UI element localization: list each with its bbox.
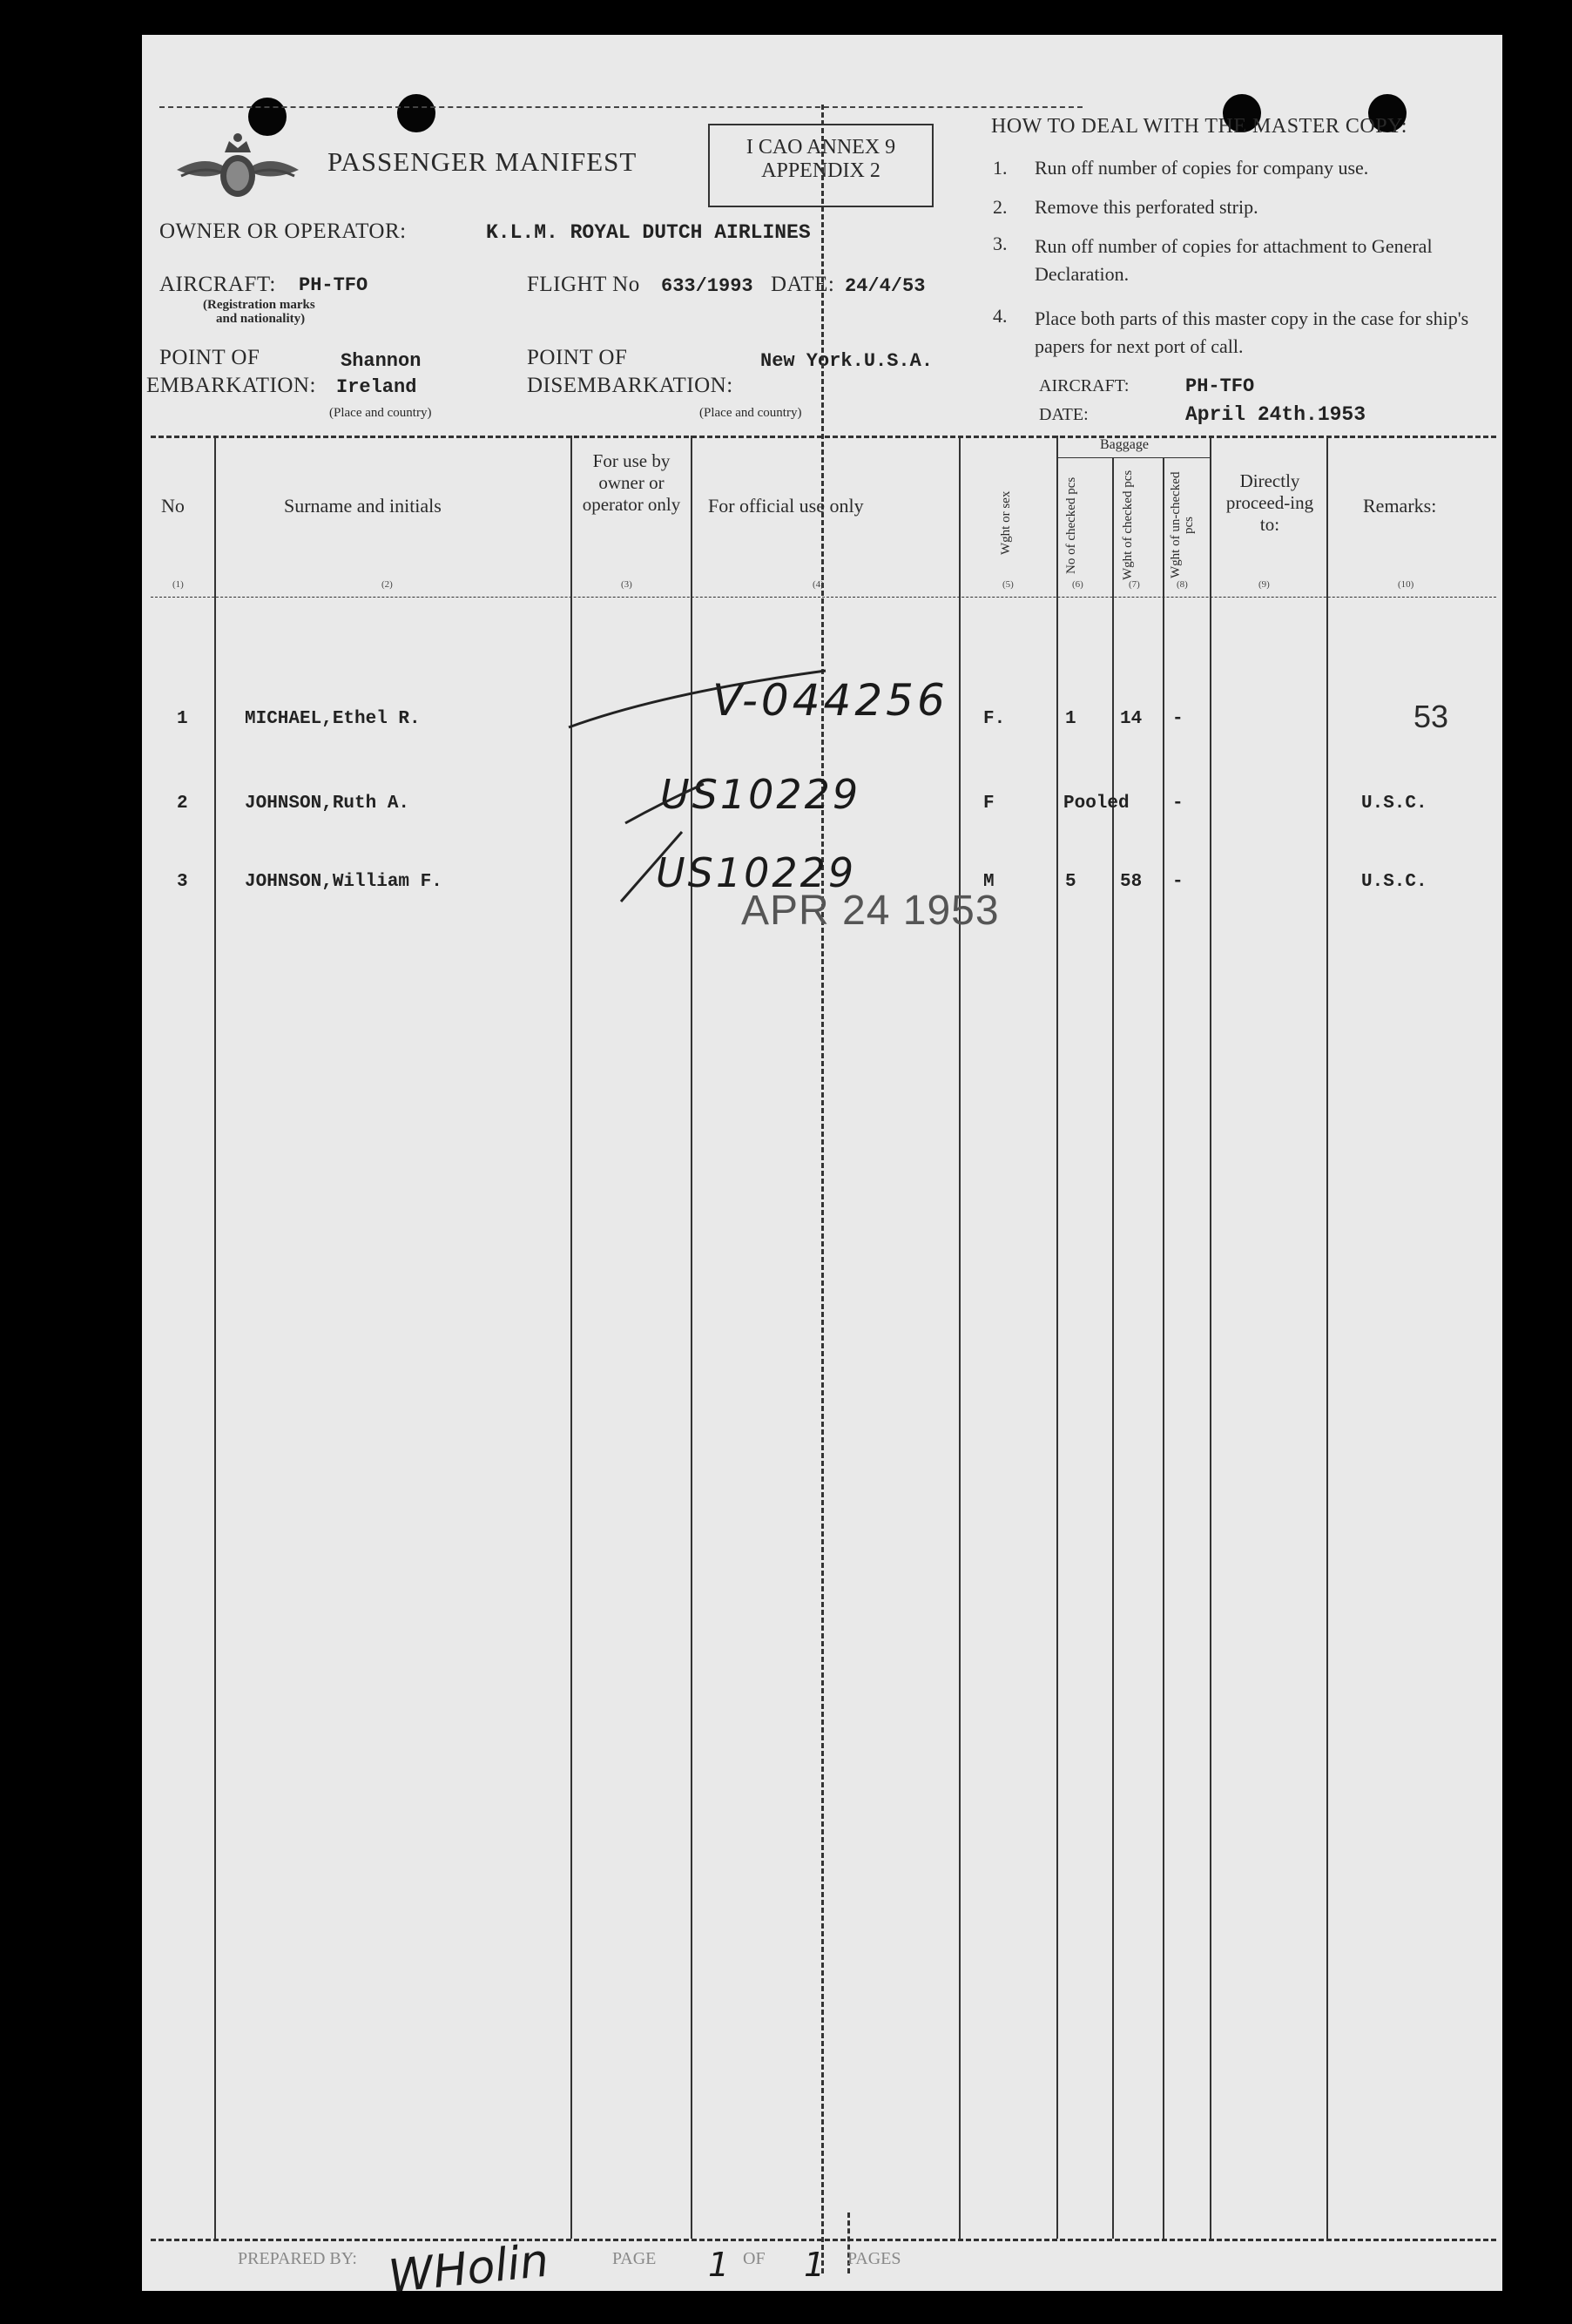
signature: WHolin [386, 2234, 551, 2304]
colnum-10: (10) [1398, 579, 1414, 590]
header-no: No [161, 495, 185, 517]
colnum-5: (5) [1002, 579, 1014, 590]
header-surname: Surname and initials [284, 495, 442, 517]
flight-label: FLIGHT No [527, 273, 640, 296]
header-baggage: Baggage [1100, 437, 1149, 452]
row-2-unchecked: - [1172, 794, 1184, 814]
row-1-unchecked: - [1172, 709, 1184, 729]
instructions-date-value: April 24th.1953 [1185, 403, 1366, 426]
embark-place-note: (Place and country) [329, 406, 432, 420]
disembark-label-2: DISEMBARKATION: [527, 374, 733, 397]
row-1-pcs: 1 [1065, 709, 1076, 729]
header-unchecked-wt: Wght of un-checked pcs [1169, 471, 1196, 579]
annex-line-2: APPENDIX 2 [761, 159, 880, 182]
row-3-wt: 58 [1120, 872, 1143, 892]
punch-hole-2 [397, 94, 435, 132]
row-3-pcs: 5 [1065, 872, 1076, 892]
col-line-9 [1326, 436, 1328, 2239]
col-line-6 [1112, 457, 1114, 2239]
instructions-date-label: DATE: [1039, 405, 1089, 424]
row-1-sex: F. [983, 709, 1006, 729]
colnum-7: (7) [1129, 579, 1140, 590]
colnum-1: (1) [172, 579, 184, 590]
header-checked-pcs: No of checked pcs [1064, 476, 1078, 574]
instructions-aircraft-value: PH-TFO [1185, 375, 1255, 397]
aircraft-value: PH-TFO [299, 274, 368, 296]
prepared-by-label: PREPARED BY: [238, 2249, 357, 2268]
registration-note-1: (Registration marks [203, 298, 315, 312]
top-perforation [159, 106, 1083, 108]
manifest-paper [142, 35, 1502, 2304]
colnum-3: (3) [621, 579, 632, 590]
embark-country: Ireland [336, 376, 417, 398]
form-title: PASSENGER MANIFEST [327, 146, 638, 177]
perforation-strip [821, 105, 824, 2273]
row-2-name: JOHNSON,Ruth A. [245, 794, 410, 814]
date-value: 24/4/53 [845, 275, 926, 297]
page-value: 1 [708, 2246, 730, 2284]
instruction-4-text: Place both parts of this master copy in the case for ship's papers for next port of call. [1035, 307, 1469, 357]
registration-note-2: and nationality) [216, 312, 306, 326]
header-remarks: Remarks: [1363, 495, 1437, 517]
disembark-place-note: (Place and country) [699, 406, 802, 420]
col-line-4 [959, 436, 961, 2239]
row-1-name: MICHAEL,Ethel R. [245, 709, 421, 729]
col-line-8 [1210, 436, 1211, 2239]
col-line-1 [214, 436, 216, 2239]
header-bottom-rule [151, 597, 1496, 599]
owner-value: K.L.M. ROYAL DUTCH AIRLINES [486, 221, 811, 244]
row-1-remarks: 53 [1413, 699, 1449, 734]
row-2-no: 2 [177, 794, 188, 814]
flight-value: 633/1993 [661, 275, 753, 297]
date-stamp: APR 24 1953 [741, 888, 1000, 934]
header-official: For official use only [708, 495, 864, 517]
colnum-6: (6) [1072, 579, 1083, 590]
row-1-official: V-044256 [712, 675, 948, 726]
instructions-aircraft-label: AIRCRAFT: [1039, 376, 1130, 395]
row-1-no: 1 [177, 709, 188, 729]
instructions-heading: HOW TO DEAL WITH THE MASTER COPY: [991, 115, 1407, 138]
col-line-5 [1056, 436, 1058, 2239]
colnum-9: (9) [1258, 579, 1270, 590]
check-marks [543, 645, 830, 915]
of-label: OF [743, 2249, 766, 2268]
row-3-remarks: U.S.C. [1361, 872, 1427, 892]
table-top-rule [151, 436, 1496, 438]
embark-label-1: POINT OF [159, 346, 260, 369]
col-line-7 [1163, 457, 1164, 2239]
header-directly: Directly proceed-ing to: [1225, 470, 1314, 535]
row-2-official: US10229 [660, 771, 861, 818]
colnum-2: (2) [381, 579, 393, 590]
klm-logo [159, 122, 316, 209]
disembark-value: New York.U.S.A. [760, 350, 934, 372]
baggage-rule [1056, 457, 1210, 458]
row-3-official: US10229 [656, 849, 857, 896]
row-2-pcs: Pooled [1063, 794, 1130, 814]
annex-line-1: I CAO ANNEX 9 [746, 136, 896, 159]
instruction-4-num: 4. [993, 305, 1008, 327]
footer-rule [151, 2239, 1496, 2241]
header-sex: Wght or sex [999, 490, 1013, 555]
colnum-4: (4) [813, 579, 824, 590]
row-2-sex: F [983, 794, 995, 814]
header-owner-use: For use by owner or operator only [582, 450, 681, 515]
pages-label: PAGES [847, 2249, 901, 2268]
instruction-1-num: 1. [993, 157, 1008, 179]
instruction-2-text: Remove this perforated strip. [1035, 196, 1258, 218]
of-value: 1 [804, 2246, 826, 2284]
instruction-3-text: Run off number of copies for attachment to General Declaration. [1035, 235, 1433, 285]
row-2-remarks: U.S.C. [1361, 794, 1427, 814]
instruction-2-num: 2. [993, 196, 1008, 218]
instruction-1-text: Run off number of copies for company use. [1035, 157, 1369, 179]
instruction-3-num: 3. [993, 233, 1008, 254]
embark-label-2: EMBARKATION: [146, 374, 316, 397]
row-3-sex: M [983, 872, 995, 892]
header-checked-wt: Wght of checked pcs [1121, 470, 1135, 581]
date-label: DATE: [771, 273, 835, 296]
row-1-wt: 14 [1120, 709, 1143, 729]
row-3-name: JOHNSON,William F. [245, 872, 442, 892]
colnum-8: (8) [1177, 579, 1188, 590]
aircraft-label: AIRCRAFT: [159, 273, 276, 296]
embark-city: Shannon [341, 350, 422, 372]
row-3-no: 3 [177, 872, 188, 892]
disembark-label-1: POINT OF [527, 346, 628, 369]
row-3-unchecked: - [1172, 872, 1184, 892]
page-label: PAGE [612, 2249, 657, 2268]
owner-label: OWNER OR OPERATOR: [159, 220, 407, 243]
